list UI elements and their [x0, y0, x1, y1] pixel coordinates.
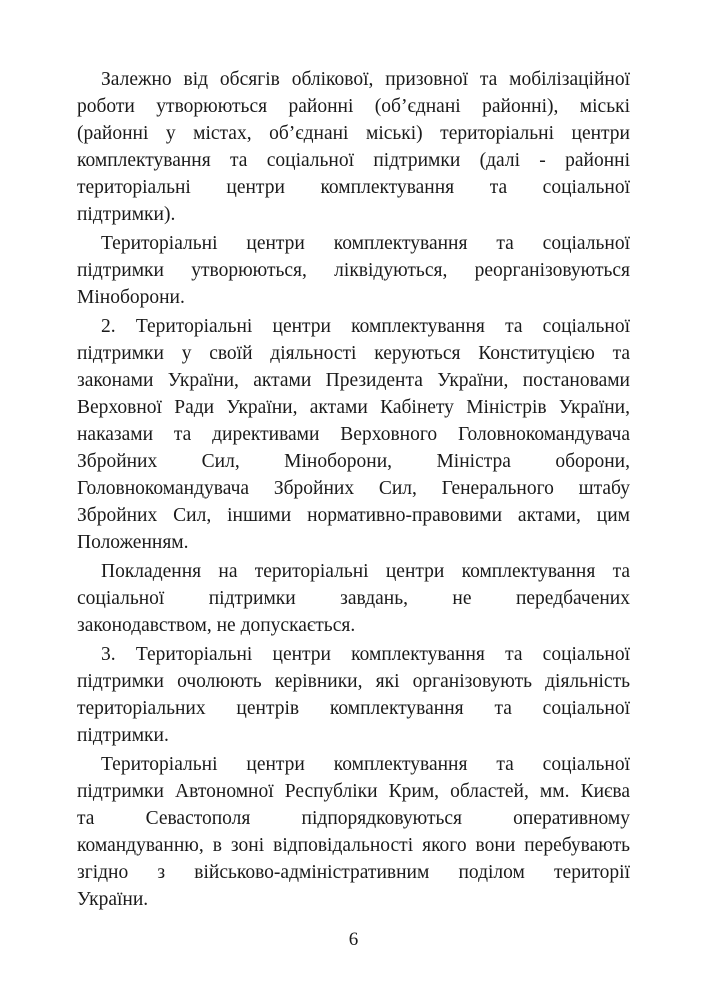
text-line: підтримки очолюють керівники, які організовують діяльність	[77, 671, 630, 692]
text-line: Залежно від обсягів облікової, призовної та мобілізаційної	[101, 69, 630, 90]
text-line: підтримки Автономної Республіки Крим, областей, мм. Києва	[77, 781, 630, 802]
paragraph-3	[77, 313, 630, 556]
text-line: територіальних центрів комплектування та соціальної	[77, 698, 630, 719]
text-line: законами України, актами Президента України, постановами	[77, 370, 630, 391]
text-line: (районні у містах, об’єднані міські) територіальні центри	[77, 123, 630, 144]
text-line: України.	[77, 889, 149, 910]
text-line: Збройних Сил, Міноборони, Міністра оборони,	[77, 451, 630, 472]
text-line: законодавством, не допускається.	[77, 615, 356, 636]
text-line: Положенням.	[77, 532, 189, 553]
text-line: Збройних Сил, іншими нормативно-правовими актами, цим	[77, 505, 630, 526]
body-text	[77, 66, 630, 915]
text-line: соціальної підтримки завдань, не передбачених	[77, 588, 630, 609]
text-line: роботи утворюються районні (об’єднані районні), міські	[77, 96, 630, 117]
paragraph-4	[77, 558, 630, 639]
text-line: Покладення на територіальні центри комплектування та	[101, 561, 630, 582]
text-line: підтримки у своїй діяльності керуються Конституцією та	[77, 343, 630, 364]
text-line: територіальні центри комплектування та соціальної	[77, 177, 630, 198]
text-line: Територіальні центри комплектування та соціальної	[101, 233, 630, 254]
text-line: командуванню, в зоні відповідальності якого вони перебувають	[77, 835, 630, 856]
paragraph-2	[77, 230, 630, 311]
text-line: Міноборони.	[77, 287, 185, 308]
text-line: Територіальні центри комплектування та соціальної	[101, 754, 630, 775]
paragraph-6	[77, 751, 630, 913]
text-line: 2. Територіальні центри комплектування та соціальної	[101, 316, 630, 337]
text-line: Верховної Ради України, актами Кабінету Міністрів України,	[77, 397, 630, 418]
paragraph-5	[77, 641, 630, 749]
text-line: наказами та директивами Верховного Головнокомандувача	[77, 424, 630, 445]
text-line: Головнокомандувача Збройних Сил, Генерального штабу	[77, 478, 630, 499]
text-line: підтримки).	[77, 204, 176, 225]
text-line: комплектування та соціальної підтримки (далі - районні	[77, 150, 630, 171]
page-number: 6	[348, 929, 359, 950]
text-line: підтримки.	[77, 725, 169, 746]
text-line: та Севастополя підпорядковуються оперативному	[77, 808, 630, 829]
paragraph-1	[77, 66, 630, 228]
text-line: 3. Територіальні центри комплектування та соціальної	[101, 644, 630, 665]
text-line: підтримки утворюються, ліквідуються, реорганізовуються	[77, 260, 630, 281]
text-line: згідно з військово-адміністративним поділом території	[77, 862, 630, 883]
